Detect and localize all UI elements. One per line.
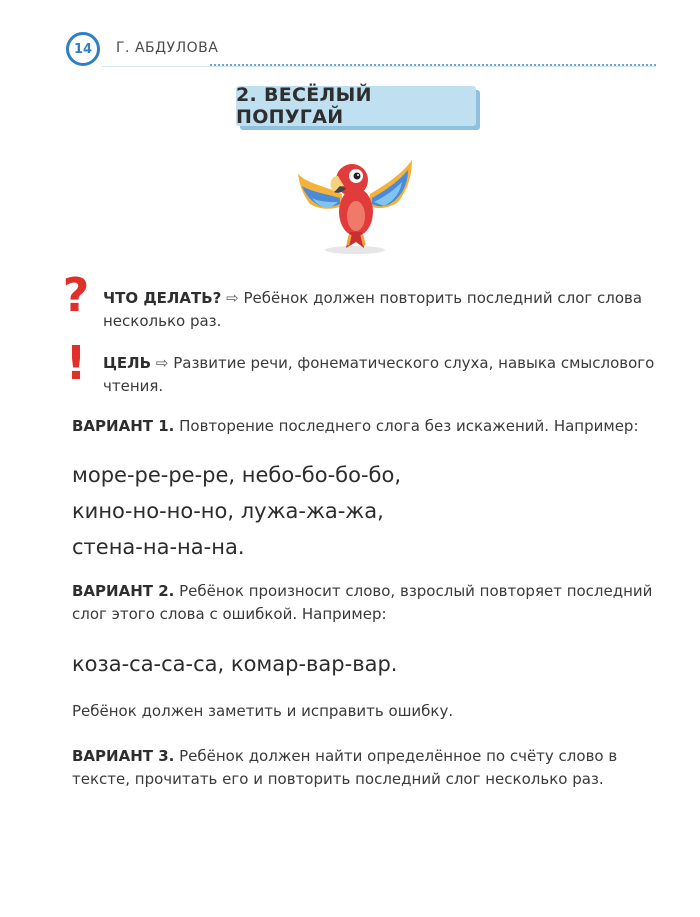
section-title-banner xyxy=(236,86,476,126)
goal xyxy=(103,352,663,398)
goal-text: Развитие речи, фонематического слуха, навыка смыслового чтения. xyxy=(103,354,655,395)
variant-1 xyxy=(72,415,662,438)
variant-1-examples xyxy=(72,457,401,565)
question-mark-icon: ? xyxy=(62,268,90,322)
variant-3-text: Ребёнок должен найти определённое по счёту слово в тексте, прочитать его и повторить последний слог несколько раз. xyxy=(72,747,618,788)
variant-1-text: Повторение последнего слога без искажений. Например: xyxy=(179,417,639,435)
exclamation-mark-icon: ! xyxy=(65,336,87,390)
example-line: море-ре-ре-ре, небо-бо-бо-бо, xyxy=(72,463,402,487)
example-line: коза-са-са-са, комар-вар-вар. xyxy=(72,652,398,676)
what-to-do-label: ЧТО ДЕЛАТЬ? xyxy=(103,289,222,307)
example-line: стена-на-на-на. xyxy=(72,535,245,559)
goal-label: ЦЕЛЬ xyxy=(103,354,152,372)
variant-3 xyxy=(72,745,662,791)
variant-2 xyxy=(72,580,662,626)
arrow-right-icon: ⇨ xyxy=(226,289,239,307)
author-name: Г. АБДУЛОВА xyxy=(116,40,219,56)
header-dotted-rule xyxy=(210,64,656,66)
variant-2-examples xyxy=(72,646,397,682)
page-number: 14 xyxy=(73,41,93,57)
what-to-do xyxy=(103,287,663,333)
variant-2-label: ВАРИАНТ 2. xyxy=(72,582,175,600)
variant-2-text: Ребёнок произносит слово, взрослый повторяет последний слог этого слова с ошибкой. Например: xyxy=(72,582,653,623)
arrow-right-icon: ⇨ xyxy=(155,354,169,372)
header-rule xyxy=(102,66,656,67)
section-title: 2. ВЕСЁЛЫЙ ПОПУГАЙ xyxy=(236,84,372,128)
what-to-do-text: Ребёнок должен повторить последний слог слова несколько раз. xyxy=(103,289,643,330)
parrot-icon xyxy=(290,146,420,256)
variant-3-label: ВАРИАНТ 3. xyxy=(72,747,175,765)
variant-1-label: ВАРИАНТ 1. xyxy=(72,417,175,435)
variant-2-note: Ребёнок должен заметить и исправить ошибку. xyxy=(72,702,454,720)
page-number-badge xyxy=(66,32,100,66)
example-line: кино-но-но-но, лужа-жа-жа, xyxy=(72,499,384,523)
